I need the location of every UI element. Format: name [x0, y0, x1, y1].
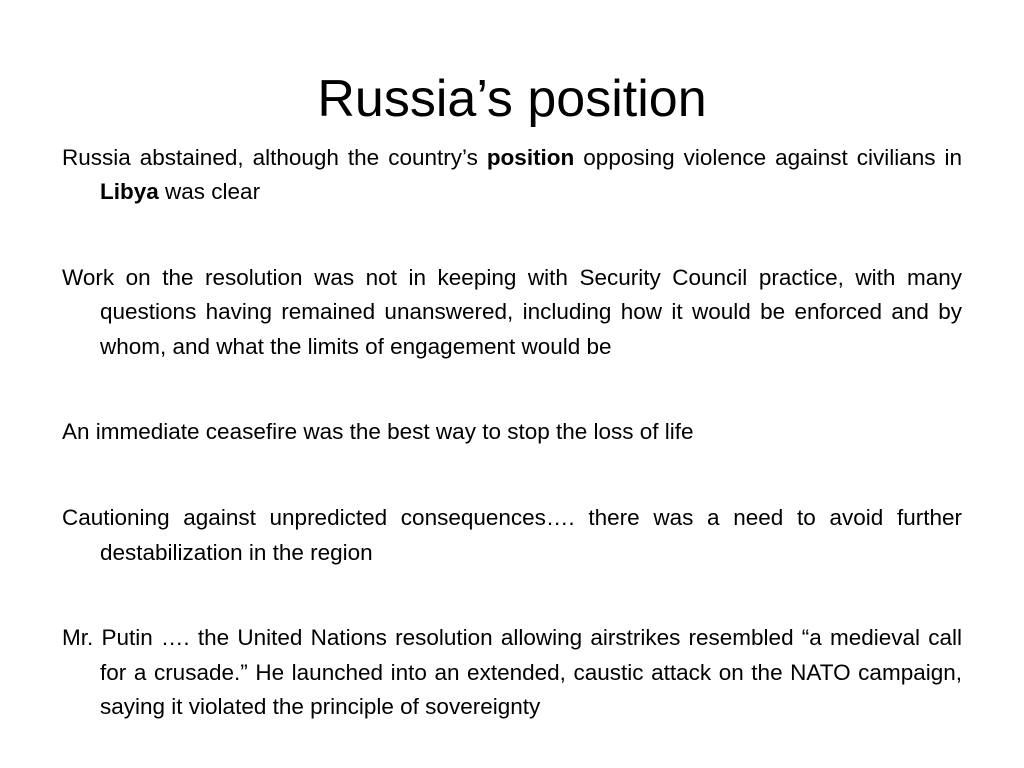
paragraph-spacer	[62, 210, 962, 262]
paragraph-text: Russia abstained, although the country’s	[62, 145, 487, 170]
paragraph-spacer	[62, 450, 962, 502]
paragraph-russia-abstained	[62, 141, 962, 210]
paragraph-spacer	[62, 570, 962, 622]
paragraph-ceasefire: An immediate ceasefire was the best way to stop the loss of life	[62, 419, 694, 445]
slide-body	[62, 141, 962, 724]
paragraph-putin-quote: Mr. Putin …. the United Nations resolution allowing airstrikes resembled “a medieval call for a crusade.” He launched into an extended, caustic attack on the NATO campaign, saying it violated the principle of sovereignty	[62, 625, 962, 719]
paragraph-text: opposing violence against civilians in	[574, 145, 962, 170]
paragraph-resolution-work: Work on the resolution was not in keeping with Security Council practice, with many questions having remained unanswered, including how it would be enforced and by whom, and what the limits of engagement would be	[62, 265, 962, 359]
bold-term-libya: Libya	[100, 179, 159, 205]
paragraph-cautioning: Cautioning against unpredicted consequences…. there was a need to avoid further destabilization in the region	[62, 505, 962, 565]
bold-term-position: position	[486, 145, 575, 170]
slide-title: Russia’s position	[317, 70, 707, 128]
paragraph-spacer	[62, 364, 962, 416]
paragraph-text: was clear	[158, 179, 261, 205]
